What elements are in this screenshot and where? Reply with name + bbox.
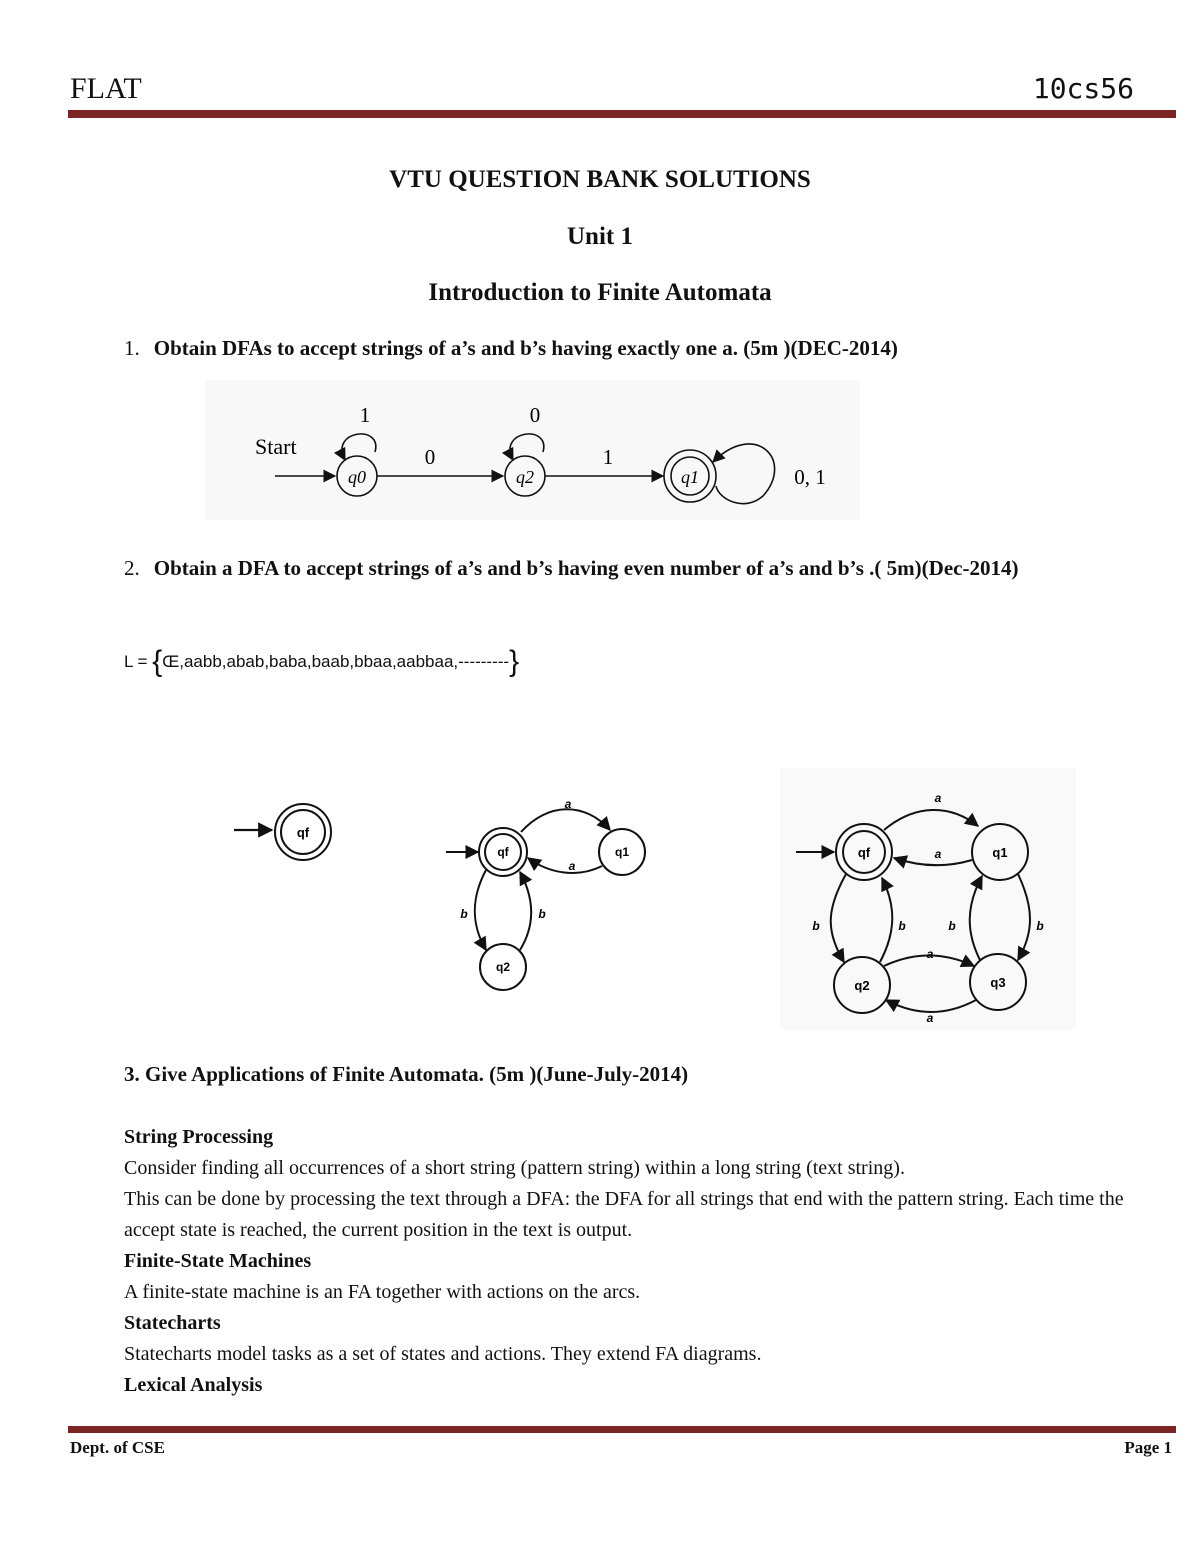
footer-left: Dept. of CSE	[70, 1438, 165, 1457]
footer-right: Page 1	[1124, 1438, 1172, 1457]
language-definition: L = {Œ,aabb,abab,baba,baab,bbaa,aabbaa,---------}	[124, 645, 520, 678]
label-q2-q3: a	[926, 947, 934, 961]
state-qf-label: qf	[497, 845, 509, 859]
label-q0-q2: 0	[424, 445, 436, 469]
paragraph: Statecharts model tasks as a set of states and actions. They extend FA diagrams.	[124, 1343, 762, 1365]
start-label: Start	[255, 434, 297, 459]
header-left: FLAT	[70, 72, 142, 105]
state-qf-label: qf	[296, 825, 310, 840]
state-q2-label: q2	[516, 467, 534, 487]
state-q1-label: q1	[992, 845, 1008, 860]
applications-section	[124, 1122, 1164, 1401]
edge-q2-qf	[520, 872, 531, 950]
dfa-diagram-1	[205, 380, 860, 520]
label-q0-self: 1	[359, 403, 371, 427]
label-q2-q1: 1	[602, 445, 614, 469]
state-q1-label: q1	[614, 845, 630, 859]
paragraph: Consider finding all occurrences of a short string (pattern string) within a long string (text string).	[124, 1157, 905, 1179]
label-q1-qf: a	[934, 847, 942, 861]
question-number: 2.	[124, 556, 140, 580]
paragraph: This can be done by processing the text through a DFA: the DFA for all strings that end with the pattern string. Each time the accept state is reached, the current position in the text is output.	[124, 1188, 1124, 1241]
unit-label: Unit 1	[567, 223, 633, 250]
label-q2-qf: b	[898, 919, 906, 933]
label-q1-self: 0, 1	[794, 465, 826, 489]
state-q3-label: q3	[990, 975, 1006, 990]
state-q0-label: q0	[348, 467, 366, 487]
label-qf-q1: a	[564, 797, 572, 811]
label-q3-q1: b	[948, 919, 956, 933]
state-qf-label: qf	[857, 845, 871, 860]
header-rule	[68, 110, 1176, 118]
state-q2-label: q2	[495, 960, 511, 974]
edge-qf-q1	[521, 809, 610, 832]
question-number: 1.	[124, 336, 140, 360]
heading-finite-state-machines: Finite-State Machines	[124, 1250, 312, 1272]
question-1	[124, 336, 898, 361]
dfa-part-b	[446, 797, 645, 990]
dfa-part-a	[234, 804, 331, 860]
footer-rule	[68, 1426, 1176, 1433]
label-q1-qf: a	[568, 859, 576, 873]
question-text: Give Applications of Finite Automata. (5m )(June-July-2014)	[145, 1062, 689, 1086]
question-text: Obtain a DFA to accept strings of a’s and b’s having even number of a’s and b’s .( 5m)(Dec-2014)	[153, 556, 1019, 580]
label-qf-q2: b	[812, 919, 820, 933]
label-q2-qf: b	[538, 907, 546, 921]
state-q2-label: q2	[854, 978, 870, 993]
edge-q1-qf	[528, 858, 602, 873]
heading-lexical-analysis: Lexical Analysis	[124, 1374, 263, 1396]
edge-qf-q2	[475, 870, 486, 950]
label-qf-q1: a	[934, 791, 942, 805]
question-2	[124, 556, 1018, 581]
question-number: 3.	[124, 1062, 140, 1086]
heading-statecharts: Statecharts	[124, 1312, 221, 1334]
unit-title: Introduction to Finite Automata	[428, 279, 772, 306]
label-q3-q2: a	[926, 1011, 934, 1025]
question-3	[124, 1062, 688, 1087]
state-q1-label: q1	[681, 467, 699, 487]
heading-string-processing: String Processing	[124, 1126, 274, 1148]
label-q1-q3: b	[1036, 919, 1044, 933]
dfa-diagram-2	[0, 760, 1200, 1040]
header-right: 10cs56	[1032, 72, 1134, 105]
language-prefix: L =	[124, 652, 153, 671]
label-q2-self: 0	[529, 403, 541, 427]
label-qf-q2: b	[460, 907, 468, 921]
paragraph: A finite-state machine is an FA together with actions on the arcs.	[124, 1281, 641, 1303]
language-content: Œ,aabb,abab,baba,baab,bbaa,aabbaa,---------	[162, 652, 510, 671]
page-title: VTU QUESTION BANK SOLUTIONS	[389, 166, 811, 193]
question-text: Obtain DFAs to accept strings of a’s and b’s having exactly one a. (5m )(DEC-2014)	[153, 336, 898, 360]
